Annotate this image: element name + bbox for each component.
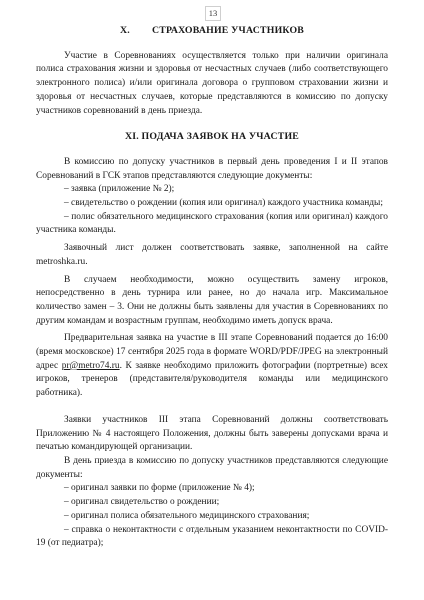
stage3-applications-paragraph: Заявки участников III этапа Соревнований должны соответствовать Приложению № 4 настоящего Положения, должны быть заверены допусками врача и печатью командирующей организации. — [36, 414, 388, 453]
preliminary-text-before-email: Предварительная заявка на участие в III этапе Соревнований подается до 16:00 (время московское) 17 сентября 2025 года в формате WORD/PDF/JPEG на электронный адрес — [36, 333, 388, 371]
arrival-document-item: – оригинал полиса обязательного медицинского страхования; — [64, 510, 310, 521]
section-10-heading — [36, 24, 388, 38]
page-content — [36, 20, 388, 551]
page-number: 13 — [205, 6, 221, 21]
document-list-item: – свидетельство о рождении (копия или оригинал) каждого участника команды; — [64, 198, 383, 209]
preliminary-application-paragraph — [36, 332, 388, 401]
arrival-document-item: – справка о неконтактности с отдельным указанием неконтактности по COVID-19 (от педиатра); — [36, 524, 388, 549]
section-10-number: X. — [120, 25, 130, 36]
arrival-intro-paragraph: В день приезда в комиссию по допуску участников представляются следующие документы: — [36, 455, 388, 480]
section-10-title: СТРАХОВАНИЕ УЧАСТНИКОВ — [151, 25, 304, 36]
preliminary-text-after-email: . К заявке необходимо приложить фотографии (портретные) всех игроков, тренеров (представителя/руководителя команды или медицинского работника). — [36, 360, 388, 399]
document-list-item: – заявка (приложение № 2); — [64, 184, 175, 195]
document-list-item: – полис обязательного медицинского страхования (копия или оригинал) каждого участника команды. — [36, 211, 388, 236]
arrival-document-item: – оригинал свидетельство о рождении; — [64, 497, 220, 508]
arrival-document-item: – оригинал заявки по форме (приложение № 4); — [64, 483, 255, 494]
insurance-paragraph: Участие в Соревнованиях осуществляется только при наличии оригинала полиса страхования жизни и здоровья от несчастных случаев (либо соответствующего электронного полиса) и/или оригинала договора о групповом страховании жизни и здоровья от несчастных случаев, которые представляются в комиссию по допуску участников соревнований в день приезда. — [36, 50, 388, 116]
applications-intro-paragraph: В комиссию по допуску участников в первый день проведения I и II этапов Соревнований в ГСК этапов представляются следующие документы: — [36, 156, 388, 181]
email-link[interactable]: pr@metro74.ru — [61, 360, 120, 371]
replacements-paragraph: В случаем необходимости, можно осуществить замену игроков, непосредственно в день турнира или ранее, но до начала игр. Максимальное количество замен – 3. Они не должны быть заявлены для участия в Соревнованиях по другим командам и возрастным группам, необходимо иметь допуск врача. — [36, 274, 388, 326]
section-11-heading: XI. ПОДАЧА ЗАЯВОК НА УЧАСТИЕ — [124, 131, 300, 143]
application-form-paragraph: Заявочный лист должен соответствовать заявке, заполненной на сайте metroshka.ru. — [36, 243, 388, 267]
